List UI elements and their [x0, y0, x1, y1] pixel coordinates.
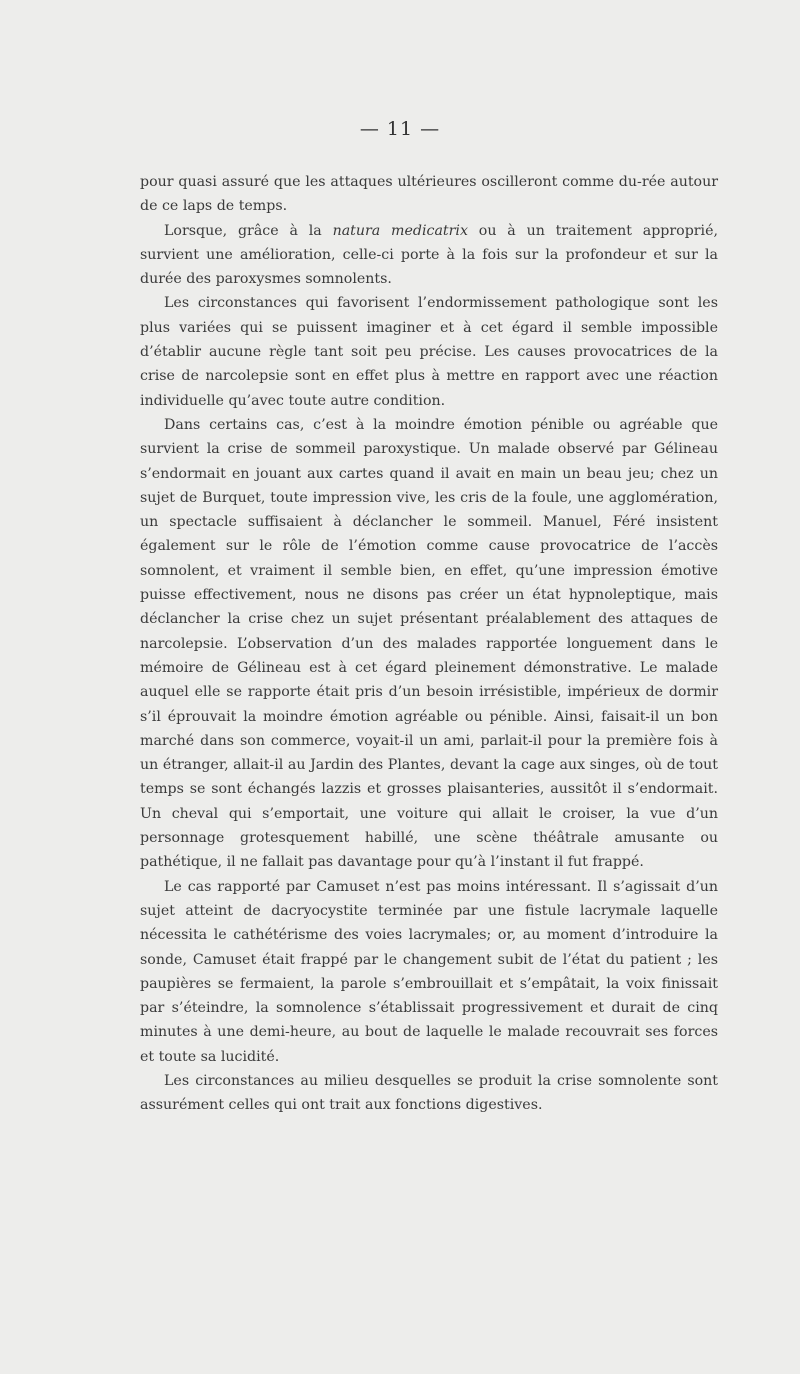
paragraph-2-end: ou à un traitement approprié, survient une amélioration, celle-ci porte à la fois sur la profondeur et sur la durée des paroxysmes somnolents.: [140, 222, 719, 288]
paragraph-2-start: Lorsque, grâce à la: [164, 222, 333, 239]
paragraph-1: pour quasi assuré que les attaques ultérieures oscilleront comme du-rée autour de ce laps de temps.: [140, 174, 718, 215]
body-text: [140, 170, 718, 1118]
page-number: — 11 —: [359, 118, 441, 140]
paragraph-4: Dans certains cas, c’est à la moindre émotion pénible ou agréable que survient la crise de sommeil paroxystique. Un malade observé par Gélineau s’endormait en jouant aux cartes quand il avait en main un beau jeu; chez un sujet de Burquet, toute impression vive, les cris de la foule, une agglomération, un spectacle suffisaient à déclancher le sommeil. Manuel, Féré insistent également sur le rôle de l’émotion comme cause provocatrice de l’accès somnolent, et vraiment il semble bien, en effet, qu’une impression émotive puisse effectivement, nous ne disons pas créer un état hypnoleptique, mais déclancher la crise chez un sujet présentant préalablement des attaques de narcolepsie. L’observation d’un des malades rapportée longuement dans le mémoire de Gélineau est à cet égard pleinement démonstrative. Le malade auquel elle se rapporte était pris d’un besoin irrésistible, impérieux de dormir s’il éprouvait la moindre émotion agréable ou pénible. Ainsi, faisait-il un bon marché dans son commerce, voyait-il un ami, parlait-il pour la première fois à un étranger, allait-il au Jardin des Plantes, devant la cage aux singes, où de tout temps se sont échangés lazzis et grosses plaisanteries, aussitôt il s’endormait. Un cheval qui s’emportait, une voiture qui allait le croiser, la vue d’un personnage grotesquement habillé, une scène théâtrale amusante ou pathétique, il ne fallait pas davantage pour qu’à l’instant il fut frappé.: [140, 416, 718, 871]
paragraph-6: Les circonstances au milieu desquelles se produit la crise somnolente sont assurément celles qui ont trait aux fonctions digestives.: [140, 1072, 718, 1114]
paragraph-2: [140, 219, 718, 292]
paragraph-5: Le cas rapporté par Camuset n’est pas moins intéressant. Il s’agissait d’un sujet atteint de dacryocystite terminée par une fistule lacrymale laquelle nécessita le cathétérisme des voies lacrymales; or, au moment d’introduire la sonde, Camuset était frappé par le changement subit de l’état du patient ; les paupières se fermaient, la parole s’embrouillait et s’empâtait, la voix finissait par s’éteindre, la somnolence s’établissait progressivement et durait de cinq minutes à une demi-heure, au bout de laquelle le malade recouvrait ses forces et toute sa lucidité.: [140, 878, 718, 1065]
paragraph-3: Les circonstances qui favorisent l’endormissement pathologique sont les plus variées qui se puissent imaginer et à cet égard il semble impossible d’établir aucune règle tant soit peu précise. Les causes provocatrices de la crise de narcolepsie sont en effet plus à mettre en rapport avec une réaction individuelle qu’avec toute autre condition.: [140, 295, 718, 409]
italic-term: natura medicatrix: [332, 222, 468, 239]
